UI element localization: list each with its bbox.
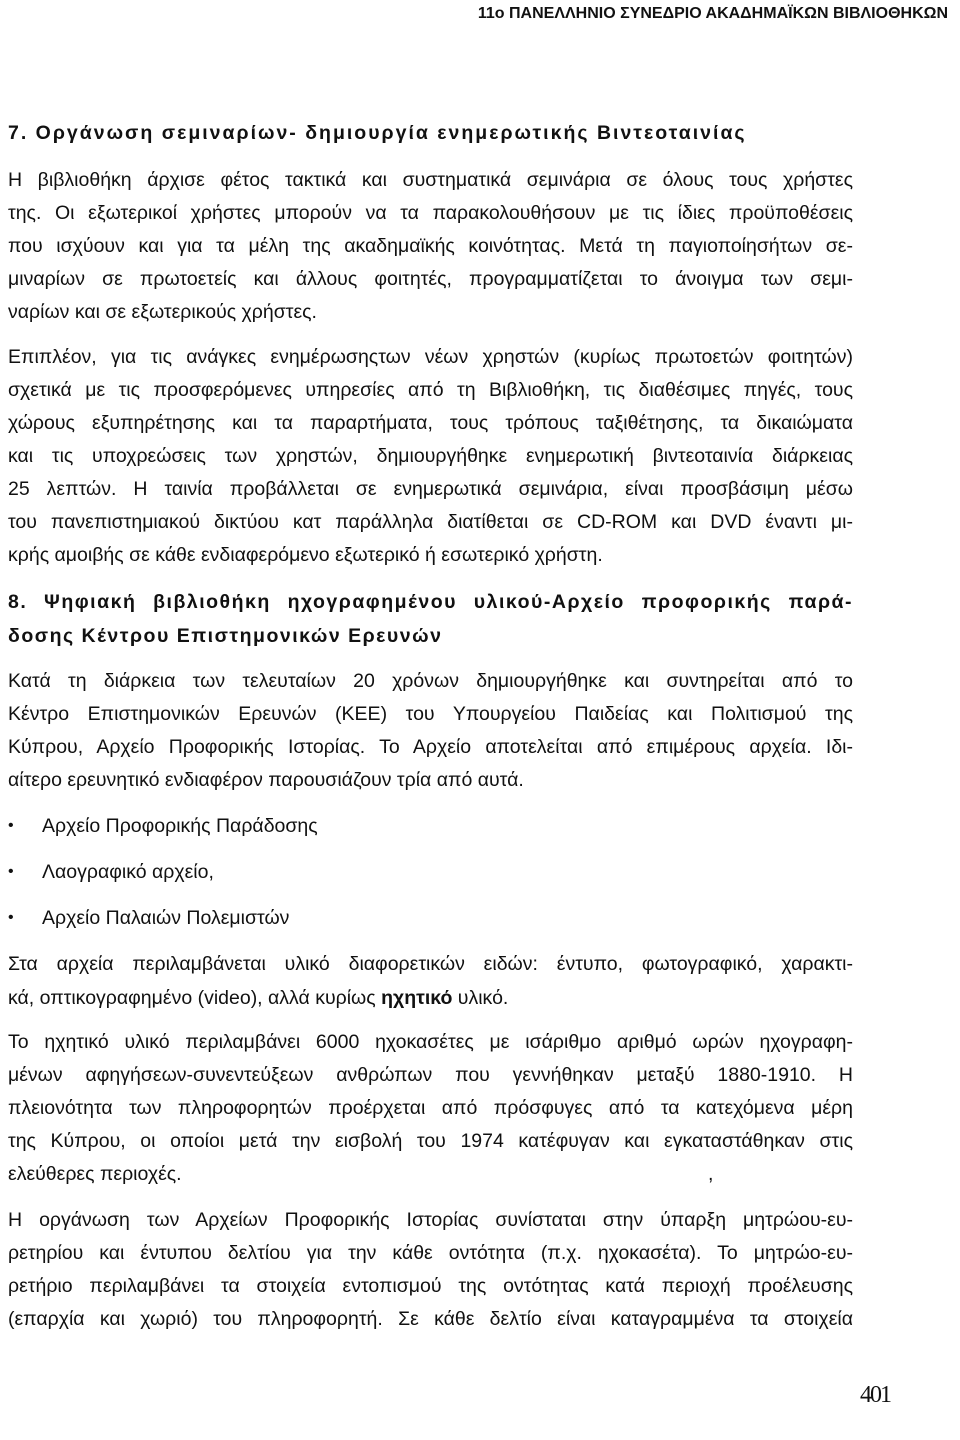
paragraph-line: ρετήριο περιλαμβάνει τα στοιχεία εντοπισμού της οντότητας κατά περιοχή προέλευσης (8, 1275, 853, 1297)
paragraph-line: Κατά τη διάρκεια των τελευταίων 20 χρόνων δημιουργήθηκε και συντηρείται από το (8, 670, 853, 692)
paragraph-line: μιναρίων σε πρωτοετείς και άλλους φοιτητές, προγραμματίζεται το άνοιγμα των σεμι- (8, 268, 853, 290)
list-item: • Αρχείο Προφορικής Παράδοσης (8, 803, 853, 849)
text-run: υλικό. (452, 987, 509, 1009)
paragraph-line: σχετικά με τις προσφερόμενες υπηρεσίες από τη Βιβλιοθήκη, τις διαθέσιμες πηγές, τους (8, 379, 853, 401)
text-run: ελεύθερες περιοχές. (8, 1163, 182, 1185)
page-number: 401 (860, 1382, 890, 1408)
section-7 (8, 117, 853, 150)
archive-list (8, 803, 853, 941)
paragraph-line: Στα αρχεία περιλαμβάνεται υλικό διαφορετικών ειδών: έντυπο, φωτογραφικό, χαρακτι- (8, 953, 853, 975)
section-8-paragraph-3 (8, 1026, 853, 1191)
paragraph-line: κρής αμοιβής σε κάθε ενδιαφερόμενο εξωτερικό ή εσωτερικό χρήστη. (8, 544, 603, 566)
paragraph-line: Το ηχητικό υλικό περιλαμβάνει 6000 ηχοκασέτες με ισάριθμο αριθμό ωρών ηχογραφη- (8, 1031, 853, 1053)
paragraph-line: μένων αφηγήσεων-συνεντεύξεων ανθρώπων που γεννήθηκαν μεταξύ 1880-1910. Η (8, 1064, 853, 1086)
paragraph-line: της. Οι εξωτερικοί χρήστες μπορούν να τα παρακολουθήσουν με τις ίδιες προϋποθέσεις (8, 202, 853, 224)
section-8-paragraph-4 (8, 1204, 853, 1336)
section-heading: 7. Οργάνωση σεμιναρίων- δημιουργία ενημερωτικής Βιντεοταινίας (8, 122, 747, 144)
emphasized-word: ηχητικό (381, 987, 453, 1009)
paragraph-line (8, 1158, 853, 1191)
list-item: • Λαογραφικό αρχείο, (8, 849, 853, 895)
section-heading: δοσης Κέντρου Επιστημονικών Ερευνών (8, 625, 443, 647)
text-run: κά, οπτικογραφημένο (video), αλλά κυρίως (8, 987, 382, 1009)
paragraph-line: χώρους εξυπηρέτησης και τα παραρτήματα, τους τρόπους ταξιθέτησης, τα δικαιώματα (8, 412, 853, 434)
paragraph-line (8, 981, 853, 1015)
paragraph-line: 25 λεπτών. Η ταινία προβάλλεται σε ενημερωτικά σεμινάρια, είναι προσβάσιμη μέσω (8, 478, 853, 500)
paragraph-line: του πανεπιστημιακού δικτύου κατ παράλληλα διατίθεται σε CD-ROM και DVD έναντι μι- (8, 511, 853, 533)
paragraph-line: Επιπλέον, για τις ανάγκες ενημέρωσηςτων νέων χρηστών (κυρίως πρωτοετών φοιτητών) (8, 346, 853, 368)
paragraph-line: και τις υποχρεώσεις των χρηστών, δημιουργήθηκε ενημερωτική βιντεοταινία διάρκειας (8, 445, 853, 467)
paragraph-line: ναρίων και σε εξωτερικούς χρήστες. (8, 301, 317, 323)
paragraph-line: αίτερο ερευνητικό ενδιαφέρον παρουσιάζουν τρία από αυτά. (8, 769, 524, 791)
stray-comma: , (708, 1163, 714, 1185)
list-item: • Αρχείο Παλαιών Πολεμιστών (8, 895, 853, 941)
paragraph-line: ρετηρίου και έντυπου δελτίου για την κάθε οντότητα (π.χ. ηχοκασέτα). Το μητρώο-ευ- (8, 1242, 853, 1264)
section-8-paragraph-2 (8, 947, 853, 1015)
paragraph-line: Η βιβλιοθήκη άρχισε φέτος τακτικά και συστηματικά σεμινάρια σε όλους τους χρήστες (8, 169, 853, 191)
section-heading: 8. Ψηφιακή βιβλιοθήκη ηχογραφημένου υλικού-Αρχείο προφορικής παρά- (8, 591, 853, 613)
running-header: 11ο ΠΑΝΕΛΛΗΝΙΟ ΣΥΝΕΔΡΙΟ ΑΚΑΔΗΜΑΪΚΩΝ ΒΙΒΛΙΟΘΗΚΩΝ (477, 5, 948, 22)
paragraph-line: που ισχύουν και για τα μέλη της ακαδημαϊκής κοινότητας. Μετά τη παγιοποίησήτων σε- (8, 235, 853, 257)
paragraph-line: (επαρχία και χωριό) του πληροφορητή. Σε κάθε δελτίο είναι καταγραμμένα τα στοιχεία (8, 1308, 853, 1330)
paragraph-line: Κύπρου, Αρχείο Προφορικής Ιστορίας. Το Αρχείο αποτελείται από επιμέρους αρχεία. Ιδι- (8, 736, 853, 758)
section-8 (8, 585, 853, 653)
paragraph-line: πλειονότητα των πληροφορητών προέρχεται από πρόσφυγες από τα κατεχόμενα μέρη (8, 1097, 853, 1119)
section-8-paragraph-1 (8, 665, 853, 797)
paragraph-line: Κέντρο Επιστημονικών Ερευνών (ΚΕΕ) του Υπουργείου Παιδείας και Πολιτισμού της (8, 703, 853, 725)
paragraph-line: Η οργάνωση των Αρχείων Προφορικής Ιστορίας συνίσταται στην ύπαρξη μητρώου-ευ- (8, 1209, 853, 1231)
section-7-paragraph-1 (8, 164, 853, 329)
paragraph-line: της Κύπρου, οι οποίοι μετά την εισβολή του 1974 κατέφυγαν και εγκαταστάθηκαν στις (8, 1130, 853, 1152)
section-7-paragraph-2 (8, 341, 853, 572)
